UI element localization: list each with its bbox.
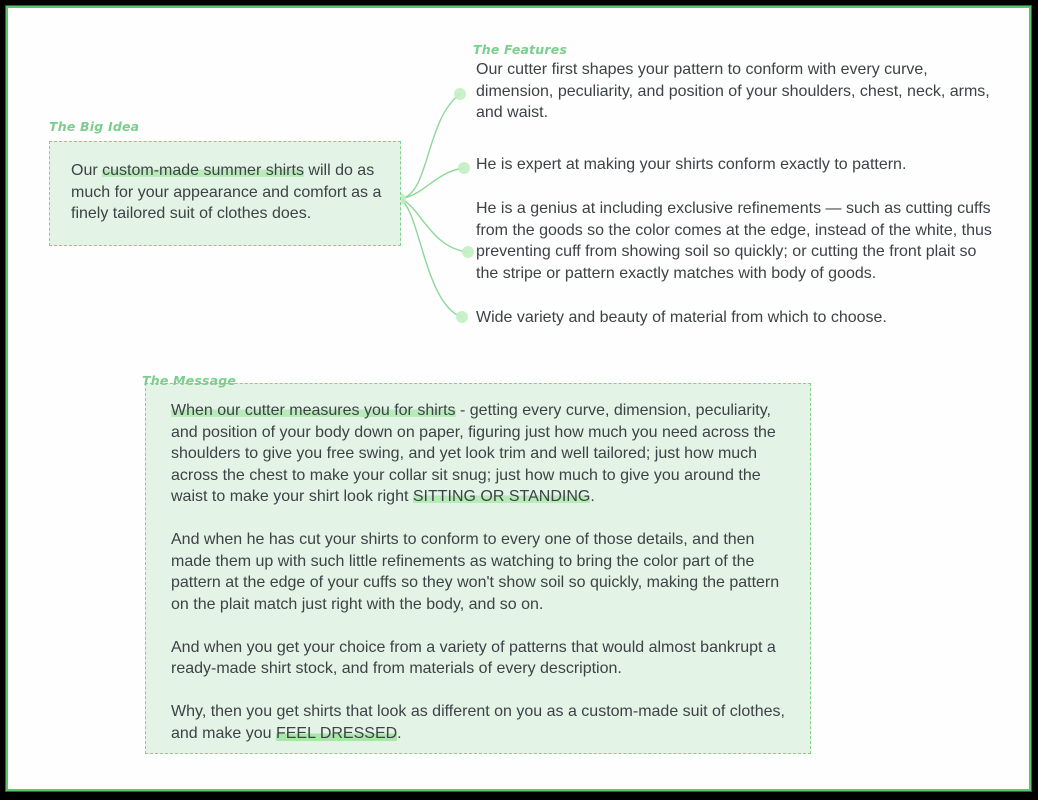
- feature-node-dot-2: [458, 162, 470, 174]
- feature-item-3: He is a genius at including exclusive refinements — such as cutting cuffs from the goods so the color comes at the edge, instead of the white, thus preventing cuff from showing soil so quickly; or cutting the front plait so the stripe or pattern exactly matches with body of goods.: [476, 200, 992, 282]
- feature-item-1: Our cutter first shapes your pattern to conform with every curve, dimension, peculiarity, and position of your shoulders, chest, neck, arms, and waist.: [476, 61, 990, 121]
- message-paragraph-4-end: .: [397, 724, 402, 742]
- message-paragraph-4-body: Why, then you get shirts that look as different on you as a custom-made suit of clothes, and make you: [171, 703, 785, 742]
- big-idea-box[interactable]: [49, 141, 401, 246]
- big-idea-highlight: custom-made summer shirts: [102, 162, 304, 179]
- big-idea-text-prefix: Our: [71, 162, 103, 179]
- features-label: The Features: [473, 42, 568, 57]
- feature-node-dot-4: [456, 311, 468, 323]
- message-paragraph-4: [171, 701, 796, 744]
- big-idea-label: The Big Idea: [49, 119, 140, 134]
- message-text: [171, 400, 796, 744]
- feature-item-4: Wide variety and beauty of material from which to choose.: [476, 309, 887, 326]
- message-highlight-lead: When our cutter measures you for shirts: [171, 402, 456, 419]
- message-highlight-feel-dressed: FEEL DRESSED: [275, 724, 398, 742]
- connector-feature-3: [400, 199, 468, 252]
- message-paragraph-1: [171, 400, 796, 508]
- connector-feature-4: [400, 199, 462, 317]
- message-paragraph-2: And when he has cut your shirts to conform to every one of those details, and then made them up with such little refinements as watching to bring the color part of the pattern at the edge of your cuffs so they won't show soil so quickly, making the pattern on the plait match just right with the body, and so on.: [171, 531, 780, 613]
- message-highlight-sitting: SITTING OR STANDING: [412, 488, 591, 505]
- feature-item-2: He is expert at making your shirts conform exactly to pattern.: [476, 156, 907, 173]
- message-paragraph-3: And when you get your choice from a variety of patterns that would almost bankrupt a ready-made shirt stock, and from materials of every description.: [171, 638, 776, 677]
- message-label: The Message: [142, 373, 237, 388]
- message-box[interactable]: [145, 383, 811, 754]
- feature-node-dot-3: [462, 246, 474, 258]
- message-paragraph-1-end: .: [590, 488, 595, 505]
- big-idea-text: [71, 160, 391, 225]
- message-paragraph-1-body: - getting every curve, dimension, peculiarity, and position of your body down on paper, figuring just how much you need across the shoulders to give you free swing, and yet look trim and well tailored; just how much across the chest to make your collar sit snug; just how much to give you around the waist to make your shirt look right: [171, 402, 776, 505]
- big-idea-text-suffix: will do as much for your appearance and comfort as a finely tailored suit of clothes does.: [71, 162, 382, 222]
- feature-node-dot-1: [454, 88, 466, 100]
